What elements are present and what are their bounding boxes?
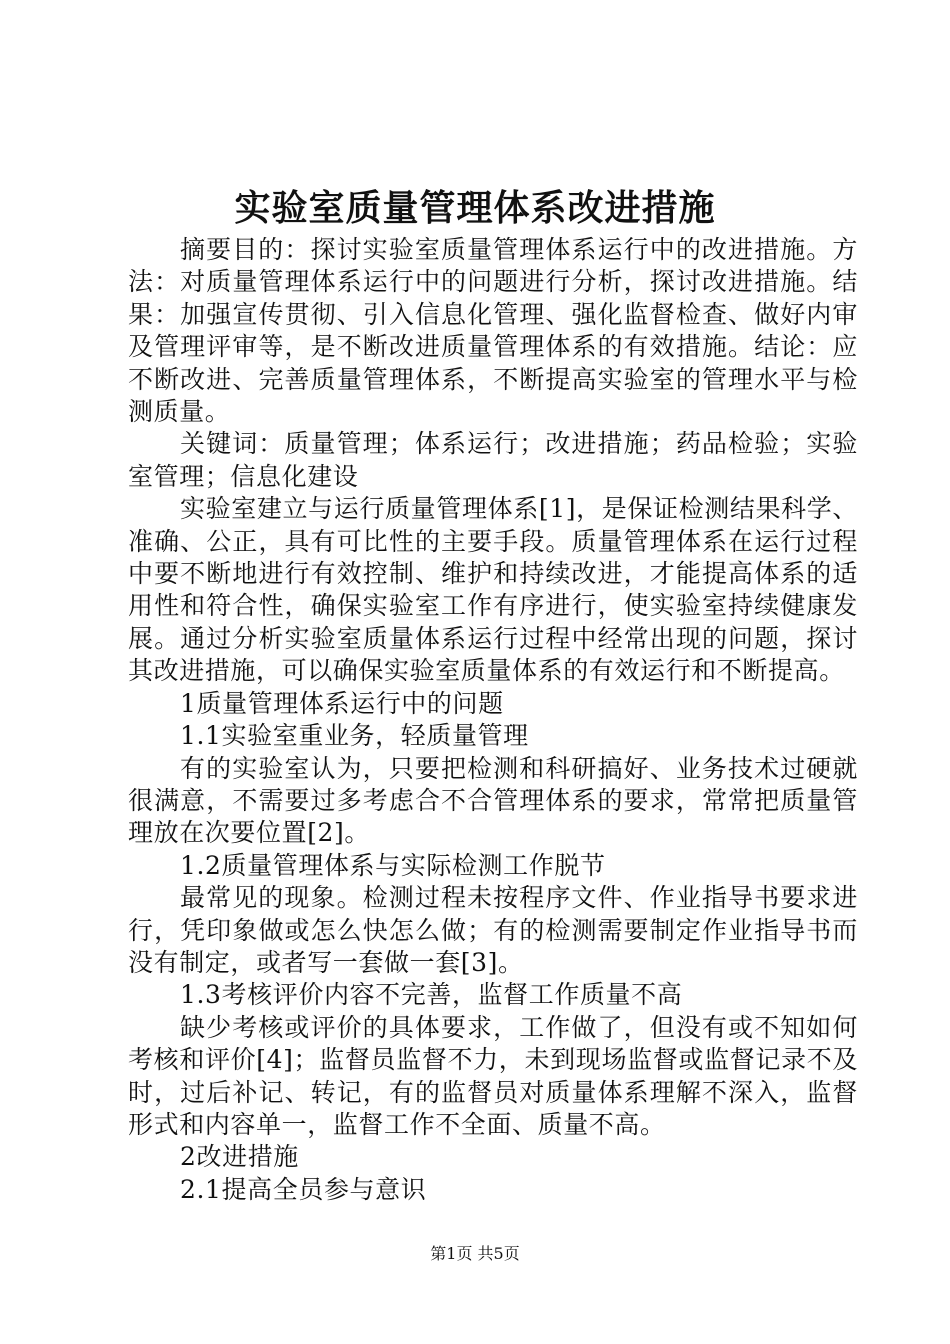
subsection-heading-1-3: 1.3考核评价内容不完善，监督工作质量不高 — [180, 980, 683, 1010]
subsection-heading-1-2: 1.2质量管理体系与实际检测工作脱节 — [180, 850, 606, 880]
page-number-footer: 第1页 共5页 — [430, 1244, 520, 1263]
intro-paragraph: 实验室建立与运行质量管理体系[1]，是保证检测结果科学、准确、公正，具有可比性的主要手段。质量管理体系在运行过程中要不断地进行有效控制、维护和持续改进，才能提高体系的适用性和符合性，确保实验室工作有序进行，使实验室持续健康发展。通过分析实验室质量体系运行过程中经常出现的问题，探讨其改进措施，可以确保实验室质量体系的有效运行和不断提高。 — [128, 494, 858, 686]
section-heading-1: 1质量管理体系运行中的问题 — [180, 688, 504, 718]
body-paragraph: 最常见的现象。检测过程未按程序文件、作业指导书要求进行，凭印象做或怎么快怎么做；有的检测需要制定作业指导书而没有制定，或者写一套做一套[3]。 — [128, 883, 858, 977]
abstract-paragraph: 摘要目的：探讨实验室质量管理体系运行中的改进措施。方法：对质量管理体系运行中的问题进行分析，探讨改进措施。结果：加强宣传贯彻、引入信息化管理、强化监督检查、做好内审及管理评审等，是不断改进质量管理体系的有效措施。结论：应不断改进、完善质量管理体系，不断提高实验室的管理水平与检测质量。 — [128, 235, 858, 427]
subsection-heading-2-1: 2.1提高全员参与意识 — [180, 1174, 427, 1204]
subsection-heading-1-1: 1.1实验室重业务，轻质量管理 — [180, 721, 529, 751]
document-body — [128, 234, 858, 1206]
section-heading-2: 2改进措施 — [180, 1142, 299, 1172]
document-title: 实验室质量管理体系改进措施 — [234, 187, 716, 229]
body-paragraph: 有的实验室认为，只要把检测和科研搞好、业务技术过硬就很满意，不需要过多考虑合不合管理体系的要求，常常把质量管理放在次要位置[2]。 — [128, 753, 858, 848]
body-paragraph: 缺少考核或评价的具体要求，工作做了，但没有或不知如何考核和评价[4]；监督员监督不力，未到现场监督或监督记录不及时，过后补记、转记，有的监督员对质量体系理解不深入，监督形式和内容单一，监督工作不全面、质量不高。 — [128, 1012, 858, 1139]
keywords-paragraph: 关键词：质量管理；体系运行；改进措施；药品检验；实验室管理；信息化建设 — [128, 429, 858, 491]
